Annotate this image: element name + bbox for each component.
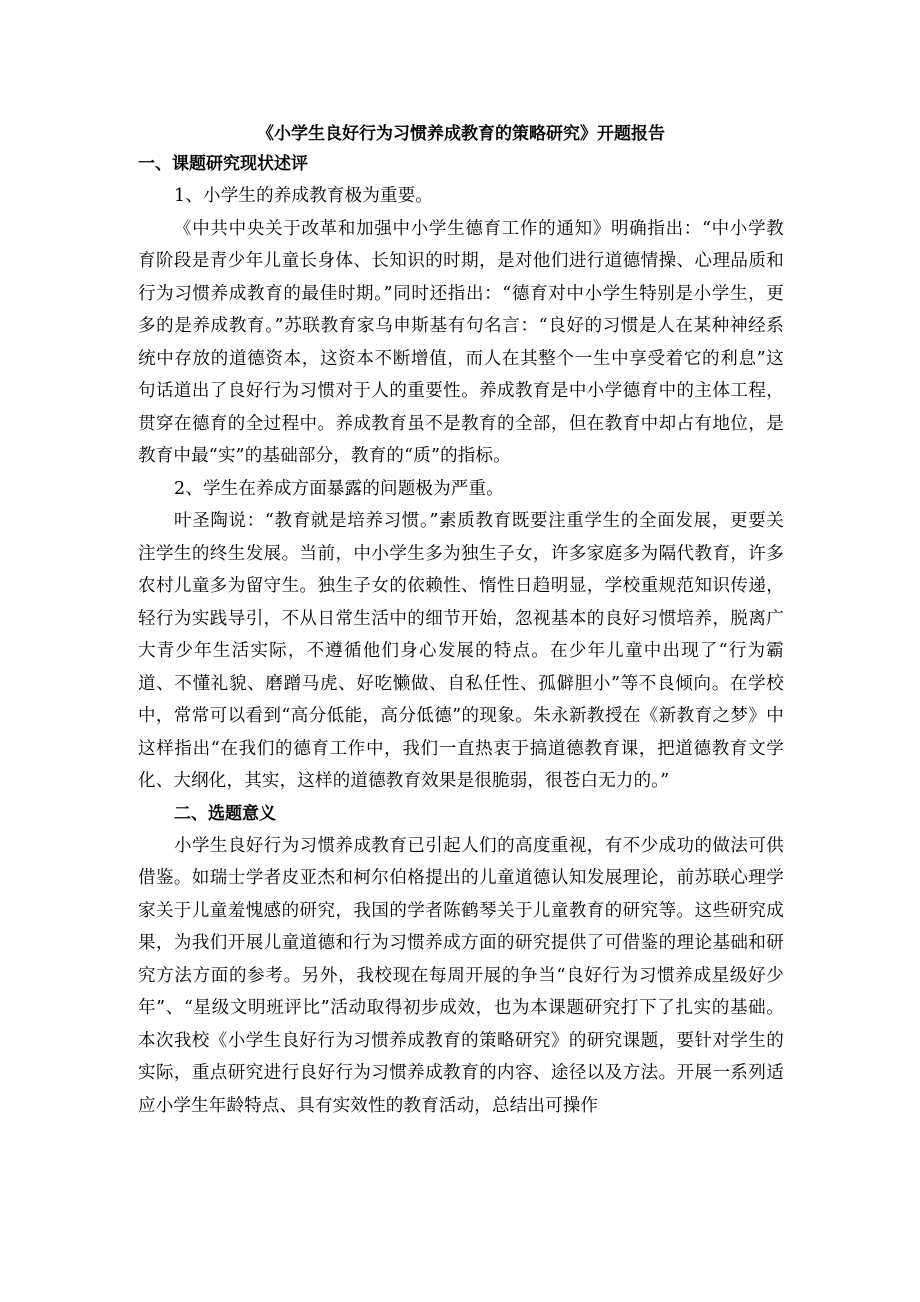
section-2-paragraph: 小学生良好行为习惯养成教育已引起人们的高度重视，有不少成功的做法可供借鉴。如瑞士学者皮亚杰和柯尔伯格提出的儿童道德认知发展理论，前苏联心理学家关于儿童羞愧感的研究，我国的学者陈鹤琴关于儿童教育的研究等。这些研究成果，为我们开展儿童道德和行为习惯养成方面的研究提供了可借鉴的理论基础和研究方法方面的参考。另外，我校现在每周开展的争当“良好行为习惯养成星级好少年”、“星级文明班评比”活动取得初步成效，也为本课题研究打下了扎实的基础。本次我校《小学生良好行为习惯养成教育的策略研究》的研究课题，要针对学生的实际，重点研究进行良好行为习惯养成教育的内容、途径以及方法。开展一系列适应小学生年龄特点、具有实效性的教育活动，总结出可操作 [138,835,784,1116]
section-1-item-2-heading: 2、学生在养成方面暴露的问题极为严重。 [174,478,504,499]
section-2-heading: 二、选题意义 [174,803,276,824]
section-1-heading: 一、课题研究现状述评 [138,154,308,174]
section-1-item-1-heading: 1、小学生的养成教育极为重要。 [174,186,434,206]
section-1-item-2-paragraph: 叶圣陶说：“教育就是培养习惯。”素质教育既要注重学生的全面发展，更要关注学生的终生发展。当前，中小学生多为独生子女，许多家庭多为隔代教育，许多农村儿童多为留守生。独生子女的依赖性、惰性日趋明显，学校重规范知识传递，轻行为实践导引，不从日常生活中的细节开始，忽视基本的良好习惯培养，脱离广大青少年生活实际，不遵循他们身心发展的特点。在少年儿童中出现了“行为霸道、不懂礼貌、磨蹭马虎、好吃懒做、自私任性、孤僻胆小”等不良倾向。在学校中，常常可以看到“高分低能，高分低德”的现象。朱永新教授在《新教育之梦》中这样指出“在我们的德育工作中，我们一直热衷于搞道德教育课，把道德教育文学化、大纲化，其实，这样的道德教育效果是很脆弱，很苍白无力的。” [138,511,784,791]
document-body [138,120,784,1122]
document-title: 《小学生良好行为习惯养成教育的策略研究》开题报告 [257,124,665,144]
section-1-item-1-paragraph: 《中共中央关于改革和加强中小学生德育工作的通知》明确指出：“中小学教育阶段是青少年儿童长身体、长知识的时期，是对他们进行道德情操、心理品质和行为习惯养成教育的最佳时期。”同时还指出：“德育对中小学生特别是小学生，更多的是养成教育。”苏联教育家乌申斯基有句名言：“良好的习惯是人在某种神经系统中存放的道德资本，这资本不断增值，而人在其整个一生中享受着它的利息”这句话道出了良好行为习惯对于人的重要性。养成教育是中小学德育中的主体工程，贯穿在德育的全过程中。养成教育虽不是教育的全部，但在教育中却占有地位，是教育中最“实”的基础部分，教育的“质”的指标。 [138,218,784,466]
